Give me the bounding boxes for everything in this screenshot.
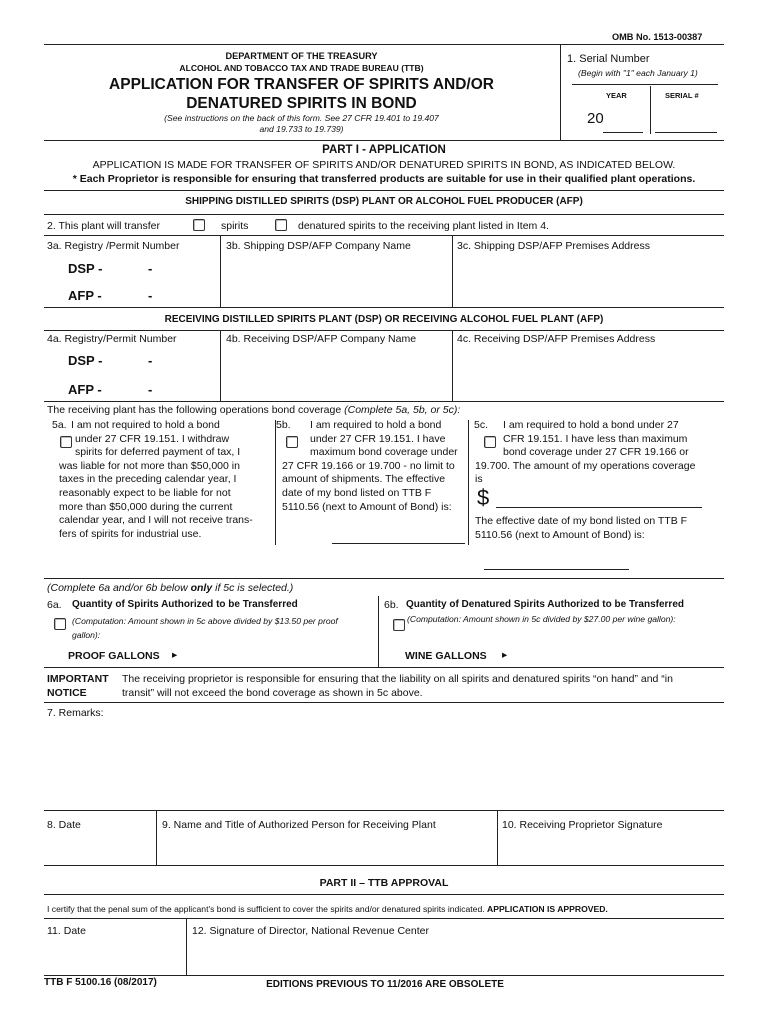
rule [275, 420, 276, 545]
rule [468, 420, 469, 545]
name-title-label: 9. Name and Title of Authorized Person for Receiving Plant [162, 819, 436, 831]
rule [452, 330, 453, 401]
bond-5c-text [475, 419, 725, 487]
rule [44, 190, 724, 191]
col-3b-label: 3b. Shipping DSP/AFP Company Name [226, 240, 411, 252]
editions-note: EDITIONS PREVIOUS TO 11/2016 ARE OBSOLETE [266, 979, 504, 990]
receiving-dsp-prefix: DSP - [68, 353, 103, 368]
omb-number: OMB No. 1513-00387 [612, 32, 703, 42]
bond-5a-line: taxes in the preceding calendar year, I [59, 473, 237, 486]
wine-gallons-arrow-icon: ▸ [502, 649, 508, 661]
dollar-sign: $ [477, 485, 490, 510]
col-3c-label: 3c. Shipping DSP/AFP Premises Address [457, 240, 650, 252]
rule [572, 84, 718, 85]
notice-text-1: The receiving proprietor is responsible for ensuring that the liability on all spirits and denatured spirits “on hand” and “in [122, 673, 673, 685]
part1-title: PART I - APPLICATION [322, 144, 446, 156]
bond-5c-effective-text [475, 515, 687, 542]
transfer-spirits-label: spirits [221, 220, 249, 232]
director-signature-label: 12. Signature of Director, National Revenue Center [192, 925, 429, 937]
bond-5c-amount-field[interactable] [496, 507, 702, 508]
serial-number-label: 1. Serial Number [567, 53, 650, 65]
form-id: TTB F 5100.16 (08/2017) [44, 977, 157, 988]
approval-date-label: 11. Date [47, 925, 86, 937]
shipping-afp-prefix: AFP - [68, 288, 102, 303]
rule [44, 810, 724, 811]
rule [44, 918, 724, 919]
receiving-afp-dash: - [148, 382, 153, 397]
proof-gallons-arrow-icon: ▸ [172, 649, 178, 661]
rule [560, 44, 561, 140]
bond-intro-hint: (Complete 5a, 5b, or 5c): [344, 404, 461, 416]
approval-certify-text: I certify that the penal sum of the applicant's bond is sufficient to cover the spirits and/or denatured spirits indicated. [47, 904, 485, 914]
notice-label-2: NOTICE [47, 687, 87, 699]
rule [44, 214, 724, 215]
bond-5a-line: reasonably expect to be liable for not [59, 486, 231, 499]
approval-certification [47, 904, 608, 914]
bond-5c-line: I am required to hold a bond under 27 [503, 419, 679, 431]
remarks-label: 7. Remarks: [47, 707, 104, 719]
bond-intro [47, 404, 460, 416]
approval-approved-text: APPLICATION IS APPROVED. [487, 904, 608, 914]
quantity-6a-computation-line: gallon): [72, 630, 101, 640]
bond-5b-line: maximum bond coverage under [310, 446, 458, 459]
rule [44, 894, 724, 895]
bond-5c-line: CFR 19.151. I have less than maximum [503, 432, 688, 445]
quantity-6a-computation-line: (Computation: Amount shown in 5c above divided by $13.50 per proof [72, 616, 338, 626]
notice-label-1: IMPORTANT [47, 673, 109, 685]
bond-5c-line: is [475, 473, 483, 486]
transfer-denatured-checkbox[interactable] [275, 219, 287, 231]
bond-5a-line: more than $50,000 during the current [59, 500, 233, 513]
bond-5a-line: was liable for not more than $50,000 in [59, 459, 240, 472]
bond-5b-line: date of my bond listed on TTB F [282, 486, 432, 499]
quantity-6b-checkbox[interactable] [393, 619, 405, 631]
rule [44, 865, 724, 866]
quantity-note [47, 582, 293, 594]
transfer-spirits-checkbox[interactable] [193, 219, 205, 231]
remarks-field[interactable] [44, 720, 724, 808]
part1-note: * Each Proprietor is responsible for ensuring that transferred products are suitable for use in their qualified plant operations. [72, 173, 696, 185]
bond-5a-text [59, 419, 274, 541]
quantity-note-text: (Complete 6a and/or 6b below [47, 582, 191, 594]
date-label: 8. Date [47, 819, 81, 831]
rule [44, 235, 724, 236]
col-4c-label: 4c. Receiving DSP/AFP Premises Address [457, 333, 656, 345]
bond-5c-line: bond coverage under 27 CFR 19.166 or [503, 446, 689, 459]
bond-5c-line: 19.700. The amount of my operations coverage [475, 459, 696, 472]
quantity-6b-computation: (Computation: Amount shown in 5c divided by $27.00 per wine gallon): [407, 614, 676, 624]
notice-text-2: transit” will not exceed the bond coverage as shown in 5c above. [122, 687, 423, 699]
rule [44, 401, 724, 402]
serial-label: SERIAL # [665, 91, 699, 100]
bond-intro-text: The receiving plant has the following operations bond coverage [47, 404, 342, 416]
bond-5a-number: 5a. [52, 419, 67, 431]
col-4b-label: 4b. Receiving DSP/AFP Company Name [226, 333, 417, 345]
serial-field[interactable] [655, 132, 717, 133]
bond-5a-line: I am not required to hold a bond [71, 419, 220, 431]
rule [44, 702, 724, 703]
bond-5c-number: 5c. [474, 419, 489, 431]
bond-5b-line: 5110.56 (next to Amount of Bond) is: [282, 500, 452, 513]
shipping-dsp-prefix: DSP - [68, 261, 103, 276]
shipping-afp-dash: - [148, 288, 153, 303]
instructions-line1: (See instructions on the back of this form. See 27 CFR 19.401 to 19.407 [164, 113, 439, 123]
item2-label: 2. This plant will transfer [47, 220, 161, 232]
bond-5a-line: fers of spirits for industrial use. [59, 527, 202, 540]
bond-5c-date-field[interactable] [484, 569, 629, 570]
part2-title: PART II – TTB APPROVAL [319, 877, 449, 889]
serial-number-hint: (Begin with "1" each January 1) [578, 68, 698, 78]
bond-5b-line: 27 CFR 19.166 or 19.700 - no limit to [282, 459, 455, 472]
quantity-6a-title: Quantity of Spirits Authorized to be Transferred [72, 599, 298, 610]
bond-5b-line: amount of shipments. The effective [282, 473, 446, 486]
proof-gallons-label: PROOF GALLONS [68, 650, 160, 662]
department-name: DEPARTMENT OF THE TREASURY [225, 51, 378, 61]
receiving-heading: RECEIVING DISTILLED SPIRITS PLANT (DSP) OR RECEIVING ALCOHOL FUEL PLANT (AFP) [164, 314, 604, 325]
rule [650, 86, 651, 134]
rule [156, 810, 157, 865]
rule [44, 975, 724, 976]
quantity-6a-number: 6a. [47, 599, 62, 611]
rule [220, 235, 221, 307]
receiving-dsp-dash: - [148, 353, 153, 368]
wine-gallons-label: WINE GALLONS [405, 650, 487, 662]
col-4a-label: 4a. Registry/Permit Number [47, 333, 177, 345]
part1-intro: APPLICATION IS MADE FOR TRANSFER OF SPIRITS AND/OR DENATURED SPIRITS IN BOND, AS INDICATED BELOW. [92, 159, 676, 171]
rule [186, 918, 187, 975]
quantity-6a-computation [72, 614, 338, 642]
signature-label: 10. Receiving Proprietor Signature [502, 819, 663, 831]
bond-5b-date-field[interactable] [332, 543, 465, 544]
rule [378, 596, 379, 667]
rule [497, 810, 498, 865]
bond-5b-text [282, 419, 472, 514]
bond-5c-effective-line: 5110.56 (next to Amount of Bond) is: [475, 528, 645, 541]
instructions-line2: and 19.733 to 19.739) [259, 124, 344, 134]
quantity-note-only: only [190, 582, 213, 594]
rule [44, 44, 724, 45]
bond-5a-line: calendar year, and I will not receive trans- [59, 514, 253, 527]
rule [44, 667, 724, 668]
rule [452, 235, 453, 307]
rule [44, 307, 724, 308]
bond-5b-line: I am required to hold a bond [310, 419, 442, 431]
rule [220, 330, 221, 401]
shipping-heading: SHIPPING DISTILLED SPIRITS (DSP) PLANT OR ALCOHOL FUEL PRODUCER (AFP) [185, 196, 583, 207]
rule [44, 578, 724, 579]
year-label: YEAR [606, 91, 627, 100]
year-field[interactable] [603, 132, 643, 133]
bureau-name: ALCOHOL AND TOBACCO TAX AND TRADE BUREAU (TTB) [179, 63, 424, 73]
shipping-dsp-dash: - [148, 261, 153, 276]
bond-5b-number: 5b. [276, 419, 291, 431]
quantity-6b-title: Quantity of Denatured Spirits Authorized to be Transferred [406, 599, 684, 610]
rule [44, 140, 724, 141]
quantity-note-text: if 5c is selected.) [212, 582, 294, 594]
bond-5a-line: spirits for deferred payment of tax, I [75, 446, 241, 459]
quantity-6b-number: 6b. [384, 599, 399, 611]
bond-5b-line: under 27 CFR 19.151. I have [310, 432, 446, 445]
rule [44, 330, 724, 331]
quantity-6a-checkbox[interactable] [54, 618, 66, 630]
receiving-afp-prefix: AFP - [68, 382, 102, 397]
bond-5a-line: under 27 CFR 19.151. I withdraw [75, 432, 230, 445]
col-3a-label: 3a. Registry /Permit Number [47, 240, 180, 252]
transfer-denatured-label: denatured spirits to the receiving plant listed in Item 4. [298, 220, 549, 232]
form-title-line1: APPLICATION FOR TRANSFER OF SPIRITS AND/OR [109, 76, 494, 93]
bond-5c-effective-line: The effective date of my bond listed on TTB F [475, 515, 688, 527]
year-prefix: 20 [587, 110, 604, 127]
form-title-line2: DENATURED SPIRITS IN BOND [186, 95, 417, 112]
